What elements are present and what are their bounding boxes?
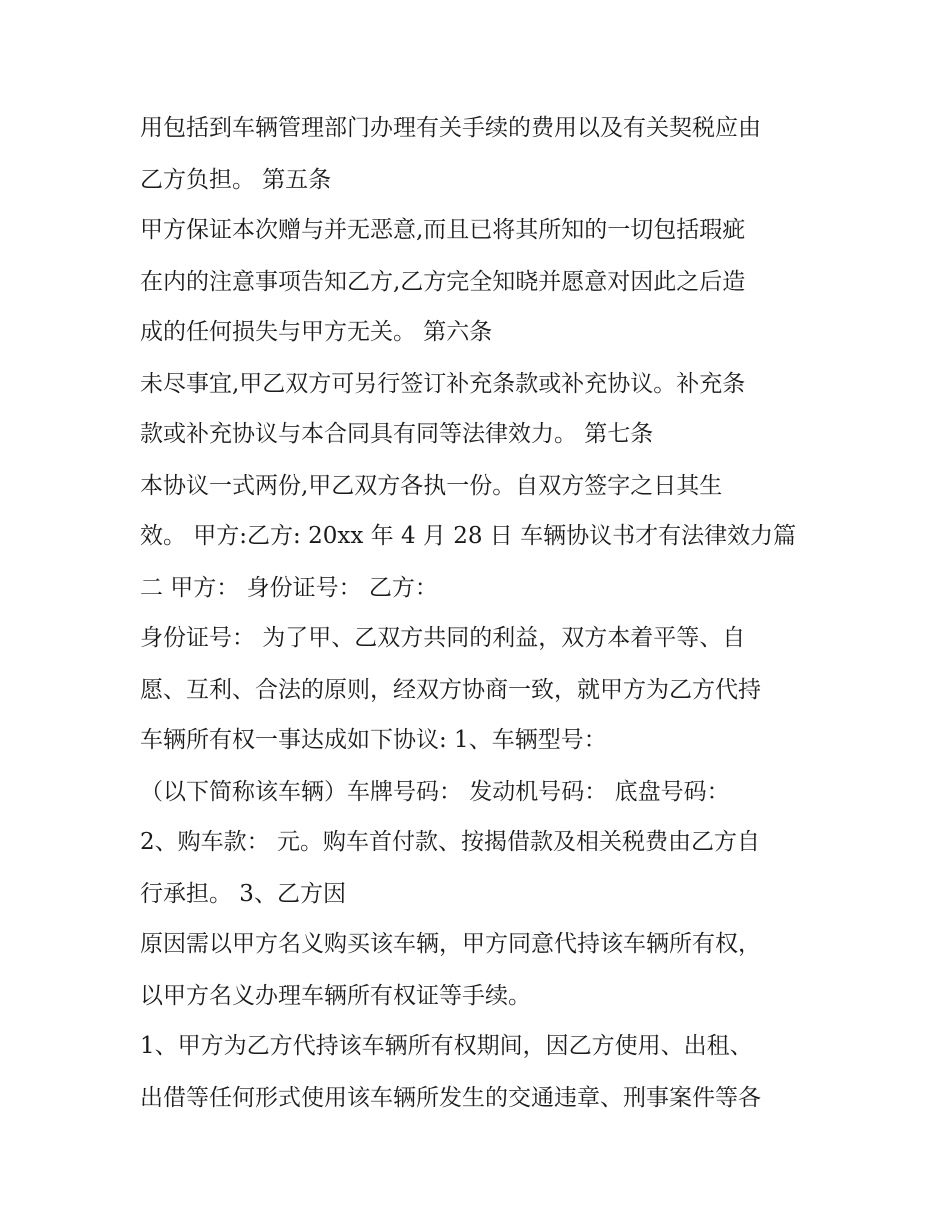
text-line: 愿、互利、合法的原则，经双方协商一致，就甲方为乙方代持	[140, 677, 761, 703]
text-line: 车辆所有权一事达成如下协议: 1、车辆型号：	[140, 727, 607, 753]
text-line: 款或补充协议与本合同具有同等法律效力。 第七条	[140, 421, 654, 447]
text-line: 效。 甲方:乙方: 20xx 年 4 月 28 日 车辆协议书才有法律效力篇	[140, 523, 797, 549]
text-line: 用包括到车辆管理部门办理有关手续的费用以及有关契税应由	[140, 115, 761, 141]
text-line: （以下简称该车辆）车牌号码： 发动机号码： 底盘号码：	[140, 779, 730, 805]
text-line: 出借等任何形式使用该车辆所发生的交通违章、刑事案件等各	[140, 1085, 761, 1111]
text-line: 在内的注意事项告知乙方,乙方完全知晓并愿意对因此之后造	[140, 269, 746, 295]
text-line: 成的任何损失与甲方无关。 第六条	[140, 319, 493, 345]
text-line: 本协议一式两份,甲乙双方各执一份。自双方签字之日其生	[140, 473, 723, 499]
text-line: 甲方保证本次赠与并无恶意,而且已将其所知的一切包括瑕疵	[140, 217, 746, 243]
text-line: 2、购车款： 元。购车首付款、按揭借款及相关税费由乙方自	[140, 829, 760, 855]
text-line: 身份证号： 为了甲、乙双方共同的利益，双方本着平等、自	[140, 625, 746, 651]
text-line: 1、甲方为乙方代持该车辆所有权期间，因乙方使用、出租、	[140, 1033, 753, 1059]
text-line: 未尽事宜,甲乙双方可另行签订补充条款或补充协议。补充条	[140, 371, 746, 397]
text-line: 二 甲方： 身份证号： 乙方：	[140, 575, 438, 601]
text-line: 原因需以甲方名义购买该车辆，甲方同意代持该车辆所有权，	[140, 931, 761, 957]
text-line: 行承担。 3、乙方因	[140, 881, 346, 907]
text-line: 乙方负担。 第五条	[140, 167, 332, 193]
text-line: 以甲方名义办理车辆所有权证等手续。	[140, 983, 531, 1009]
